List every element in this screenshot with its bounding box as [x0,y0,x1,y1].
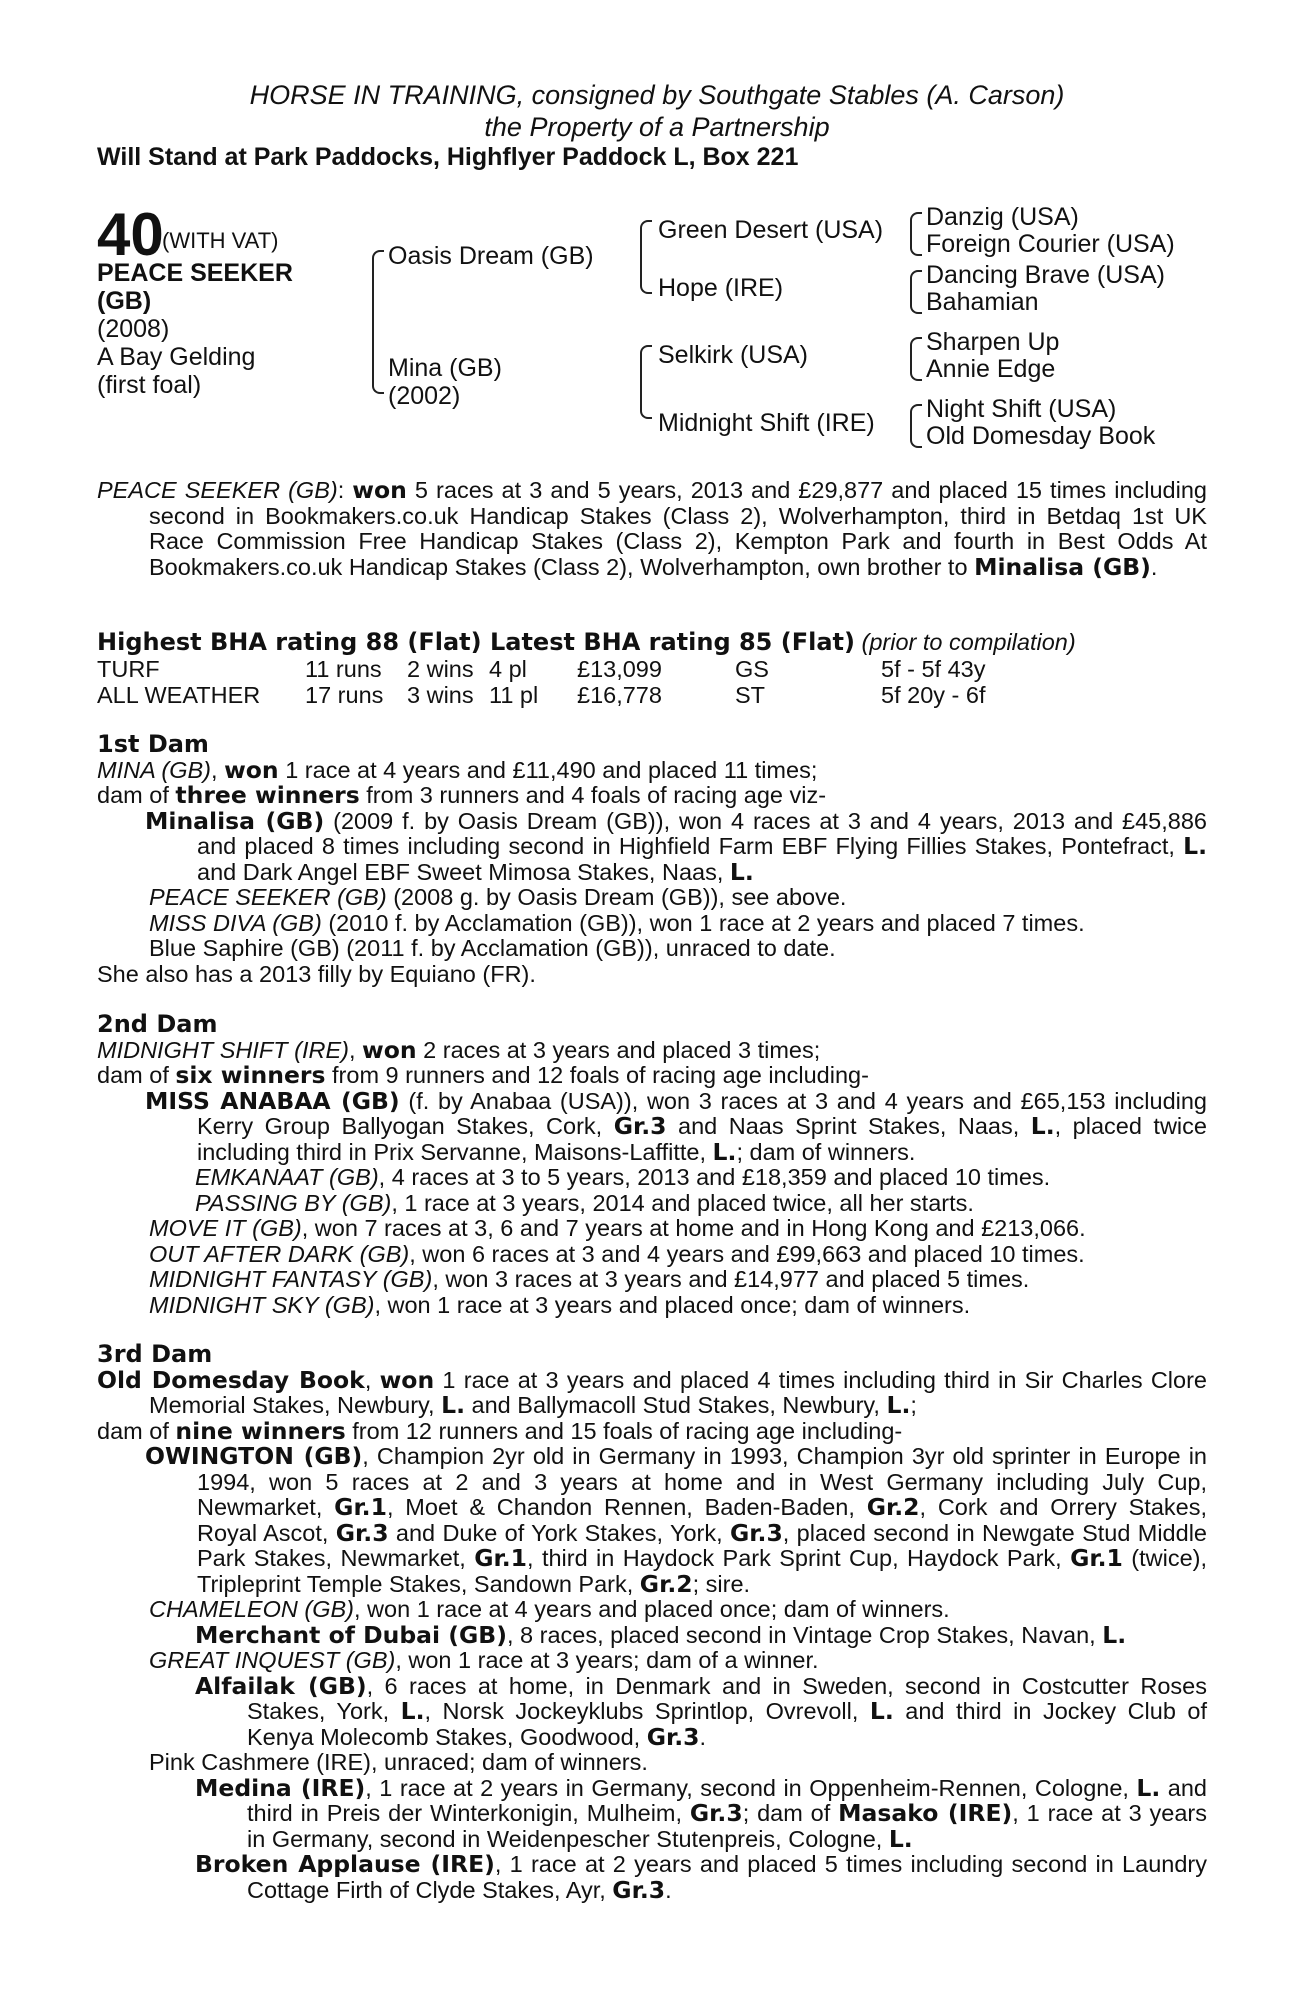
rating-line [97,628,1076,656]
owington-f: , third in Haydock Park Sprint Cup, Haydock Park, [527,1545,1071,1571]
row2-surface: ALL WEATHER [97,682,261,708]
pedigree-ssd: Foreign Courier (USA) [926,230,1175,258]
first-dam-also: She also has a 2013 filly by Equiano (FR). [97,960,536,987]
third-dam-sep: , [364,1366,380,1393]
progeny-blue-saphire: Blue Saphire (GB) (2011 f. by Acclamation (GB)), unraced to date. [149,935,836,961]
row1-pl: 4 pl [489,656,527,682]
medina-a: , 1 race at 2 years in Germany, second in Oppenheim-Rennen, Cologne, [365,1774,1137,1801]
progeny-out-after-dark-text: , won 6 races at 3 and 4 years and £99,663 and placed 10 times. [409,1240,1085,1267]
row1-money: £13,099 [577,656,662,682]
progeny-miss-diva-text: (2010 f. by Acclamation (GB)), won 1 race at 2 years and placed 7 times. [321,909,1085,936]
row2-pl: 11 pl [489,682,539,708]
summary-brother: Minalisa (GB) [974,552,1151,581]
progeny-miss-anabaa-l2: L. [712,1137,737,1166]
grand-medina: Medina (IRE) [195,1773,366,1802]
grand-merchant-l: L. [1102,1620,1127,1649]
owington-g3: Gr.3 [335,1518,389,1547]
pedigree-dam-year: (2002) [388,382,461,410]
pedigree-brace-sire [372,250,384,394]
row2-dist: 5f 20y - 6f [881,682,986,708]
grand-merchant-of-dubai: Merchant of Dubai (GB) [195,1620,507,1649]
progeny-miss-anabaa-text4: ; dam of winners. [736,1138,916,1165]
row1-dist: 5f - 5f 43y [881,656,986,682]
medina-l1: L. [1136,1773,1161,1802]
pedigree-brace-g1 [910,212,922,256]
progeny-miss-anabaa-l: L. [1030,1112,1055,1140]
second-dam-won: won [362,1035,417,1064]
grand-passing-by: PASSING BY (GB) [195,1189,392,1216]
progeny-owington: OWINGTON (GB) [145,1442,363,1470]
progeny-midnight-fantasy-text: , won 3 races at 3 years and £14,977 and placed 5 times. [432,1266,1030,1292]
pedigree-brace-g2 [910,270,922,314]
row1-runs: 11 runs [305,656,382,682]
owington-g6: Gr.1 [1070,1544,1123,1572]
rating-note: (prior to compilation) [861,629,1076,655]
third-dam-l1: L. [441,1391,466,1419]
third-dam-winners: nine winners [175,1416,346,1445]
pedigree-sds: Dancing Brave (USA) [926,261,1165,289]
owington-h: ; sire. [692,1570,751,1597]
second-dam-sep: , [348,1036,363,1063]
pedigree-sss: Danzig (USA) [926,203,1079,231]
medina-gr: Gr.3 [689,1799,743,1827]
pedigree-brace-g3 [910,337,922,381]
first-dam-won: won [224,755,279,784]
first-dam-heading: 1st Dam [97,730,209,758]
progeny-minalisa-l2: L. [729,857,754,886]
first-dam-record: 1 race at 4 years and £11,490 and placed 11 times; [278,756,818,783]
second-dam-name: MIDNIGHT SHIFT (IRE) [97,1036,349,1063]
row1-going: GS [735,656,769,682]
third-dam-name: Old Domesday Book [97,1365,365,1394]
row2-runs: 17 runs [305,682,384,708]
owington-g4: Gr.3 [729,1518,783,1547]
race-summary [97,478,1207,580]
grand-merchant-text: , 8 races, placed second in Vintage Crop Stakes, Navan, [506,1621,1103,1648]
progeny-chameleon: CHAMELEON (GB) [149,1596,354,1622]
pedigree-sire: Oasis Dream (GB) [388,242,594,270]
summary-colon: : [337,477,353,503]
alfailak-b: , Norsk Jockeyklubs Sprintlop, Ovrevoll, [424,1698,870,1724]
summary-won: won [352,476,407,504]
broken-applause-b: . [665,1876,672,1903]
progeny-out-after-dark: OUT AFTER DARK (GB) [149,1240,410,1267]
pedigree-dam: Mina (GB) [388,354,502,382]
medina-masako: Masako (IRE) [838,1799,1013,1827]
third-dam-record2: and Ballymacoll Stud Stakes, Newbury, [465,1392,887,1418]
medina-b: and third in Preis der Winterkonigin, Mulheim, [247,1774,1207,1826]
row2-money: £16,778 [577,682,662,708]
pedigree-sdd: Bahamian [926,288,1039,316]
third-dam-damof: dam of [97,1417,176,1444]
second-dam-section [97,1012,1207,1318]
medina-l2: L. [888,1824,913,1853]
first-dam-sep: , [211,756,225,783]
second-dam-runners: from 9 runners and 12 foals of racing age including- [325,1062,869,1088]
first-dam-section [97,732,1207,987]
owington-g: (twice), Tripleprint Temple Stakes, Sandown Park, [197,1545,1208,1597]
grand-broken-applause: Broken Applause (IRE) [195,1850,495,1878]
horse-name [97,259,293,399]
alfailak-d: . [699,1723,707,1750]
progeny-minalisa-text2: and Dark Angel EBF Sweet Mimosa Stakes, Naas, [197,858,730,885]
owington-g1: Gr.1 [334,1493,387,1521]
row1-wins: 2 wins [407,656,474,682]
header-consignor: HORSE IN TRAINING, consigned by Southgate Stables (A. Carson) [249,80,1065,110]
second-dam-damof: dam of [97,1062,176,1088]
progeny-great-inquest-text: , won 1 race at 3 years; dam of a winner. [395,1647,819,1673]
pedigree-sire-dam: Hope (IRE) [658,274,784,302]
progeny-minalisa: Minalisa (GB) [145,806,325,835]
pedigree-brace-ss [640,220,652,294]
first-dam-winners: three winners [175,781,360,809]
summary-end: . [1150,553,1158,580]
pedigree-dds: Night Shift (USA) [926,395,1117,423]
alfailak-a: , 6 races at home, in Denmark and in Sweden, second in Costcutter Roses Stakes, York, [247,1672,1207,1724]
owington-g2: Gr.2 [866,1493,920,1521]
third-dam-runners: from 12 runners and 15 foals of racing age including- [345,1417,903,1444]
row2-going: ST [735,682,766,708]
broken-applause-a: , 1 race at 2 years and placed 5 times including second in Laundry Cottage Firth of Clyde Stakes, Ayr, [247,1851,1207,1903]
summary-name: PEACE SEEKER (GB) [97,477,338,503]
horse-name-line2: (GB) [97,287,152,315]
owington-d: and Duke of York Stakes, York, [388,1519,730,1546]
vat-label: (WITH VAT) [162,228,279,253]
first-dam-name: MINA (GB) [97,756,212,783]
grand-alfailak: Alfailak (GB) [195,1671,367,1700]
pedigree-dam-sire: Selkirk (USA) [658,341,809,369]
progeny-move-it-text: , won 7 races at 3, 6 and 7 years at home and in Hong Kong and £213,066. [301,1215,1086,1241]
pedigree-dsd: Annie Edge [926,355,1056,383]
progeny-midnight-fantasy: MIDNIGHT FANTASY (GB) [149,1266,433,1292]
progeny-peace-seeker-text: (2008 g. by Oasis Dream (GB)), see above. [386,884,847,910]
owington-c: , Cork and Orrery Stakes, Royal Ascot, [197,1494,1208,1546]
pedigree-brace-ds [640,345,652,419]
progeny-midnight-sky: MIDNIGHT SKY (GB) [149,1291,375,1318]
owington-e: , placed second in Newgate Stud Middle Park Stakes, Newmarket, [197,1519,1207,1571]
pedigree-dam-dam: Midnight Shift (IRE) [658,409,875,437]
third-dam-record: 1 race at 3 years and placed 4 times including third in Sir Charles Clore Memorial Stakes, Newbury, [149,1366,1207,1418]
owington-b: , Moet & Chandon Rennen, Baden-Baden, [386,1494,867,1520]
third-dam-l2: L. [886,1391,911,1419]
grand-emkanaat: EMKANAAT (GB) [195,1164,379,1190]
progeny-miss-anabaa-gr: Gr.3 [613,1112,667,1140]
horse-year: (2008) [97,315,170,343]
horse-description: A Bay Gelding [97,343,256,371]
progeny-miss-anabaa-text2: and Naas Sprint Stakes, Naas, [666,1113,1031,1139]
pedigree-dss: Sharpen Up [926,328,1060,356]
first-dam-damof: dam of [97,782,176,808]
summary-text: 5 races at 3 and 5 years, 2013 and £29,877 and placed 15 times including second in Bookmakers.co.uk Handicap Stakes (Class 2), Wolverhampton, third in Betdaq 1st UK Race Commission Free Handicap Stakes (Class 2), Kempton Park and fourth in Best Odds At Bookmakers.co.uk Handicap Stakes (Class 2), Wolverhampton, own brother to [149,477,1207,580]
owington-a: , Champion 2yr old in Germany in 1993, Champion 3yr old sprinter in Europe in 1994, won 5 races at 2 and 3 years at home and in West Germany including July Cup, Newmarket, [197,1443,1207,1520]
lot-number: 40 [97,201,164,268]
header-location: Will Stand at Park Paddocks, Highflyer Paddock L, Box 221 [97,143,799,171]
grand-emkanaat-text: , 4 races at 3 to 5 years, 2013 and £18,359 and placed 10 times. [378,1164,1051,1190]
progeny-miss-anabaa: MISS ANABAA (GB) [145,1086,400,1115]
second-dam-winners: six winners [175,1061,326,1089]
pedigree-brace-g4 [910,404,922,448]
third-dam-heading: 3rd Dam [97,1340,213,1368]
owington-g5: Gr.1 [474,1544,528,1572]
pedigree-sire-sire: Green Desert (USA) [658,216,884,244]
alfailak-l2: L. [869,1697,894,1725]
alfailak-gr: Gr.3 [646,1722,700,1751]
progeny-miss-diva: MISS DIVA (GB) [149,909,322,936]
progeny-pink-cashmere: Pink Cashmere (IRE), unraced; dam of winners. [149,1749,648,1775]
row2-wins: 3 wins [407,682,474,708]
third-dam-won: won [379,1365,435,1394]
progeny-midnight-sky-text: , won 1 race at 3 years and placed once; dam of winners. [374,1291,971,1318]
progeny-chameleon-text: , won 1 race at 4 years and placed once; dam of winners. [354,1596,950,1622]
first-dam-runners: from 3 runners and 4 foals of racing age viz- [359,782,827,808]
header-property: the Property of a Partnership [484,112,830,142]
horse-name-line1: PEACE SEEKER [97,259,293,287]
third-dam-end: ; [910,1392,917,1418]
pedigree-ddd: Old Domesday Book [926,422,1156,450]
progeny-peace-seeker: PEACE SEEKER (GB) [149,884,387,910]
second-dam-record: 2 races at 3 years and placed 3 times; [416,1036,821,1063]
horse-note: (first foal) [97,371,202,399]
owington-g7: Gr.2 [639,1569,693,1598]
rating-table [97,656,1197,716]
rating-bold: Highest BHA rating 88 (Flat) Latest BHA rating 85 (Flat) [97,628,855,656]
progeny-move-it: MOVE IT (GB) [149,1215,302,1241]
alfailak-c: and third in Jockey Club of Kenya Molecomb Stakes, Goodwood, [247,1698,1207,1750]
progeny-minalisa-l1: L. [1183,832,1207,860]
medina-d: , 1 race at 3 years in Germany, second in Weidenpescher Stutenpreis, Cologne, [247,1800,1207,1852]
row1-surface: TURF [97,656,160,682]
progeny-miss-anabaa-text3: , placed twice including third in Prix Servanne, Maisons-Laffitte, [197,1113,1207,1165]
progeny-great-inquest: GREAT INQUEST (GB) [149,1647,396,1673]
progeny-miss-anabaa-text: (f. by Anabaa (USA)), won 3 races at 3 and 4 years and £65,153 including Kerry Group Ballyogan Stakes, Cork, [197,1087,1207,1139]
progeny-minalisa-text: (2009 f. by Oasis Dream (GB)), won 4 races at 3 and 4 years, 2013 and £45,886 and placed 8 times including second in Highfield Farm EBF Flying Fillies Stakes, Pontefract, [197,807,1207,859]
grand-passing-by-text: , 1 race at 3 years, 2014 and placed twice, all her starts. [391,1189,974,1216]
broken-applause-gr: Gr.3 [612,1875,666,1904]
alfailak-l1: L. [400,1697,425,1725]
third-dam-section [97,1342,1207,1903]
second-dam-heading: 2nd Dam [97,1010,218,1038]
medina-c: ; dam of [742,1800,839,1826]
